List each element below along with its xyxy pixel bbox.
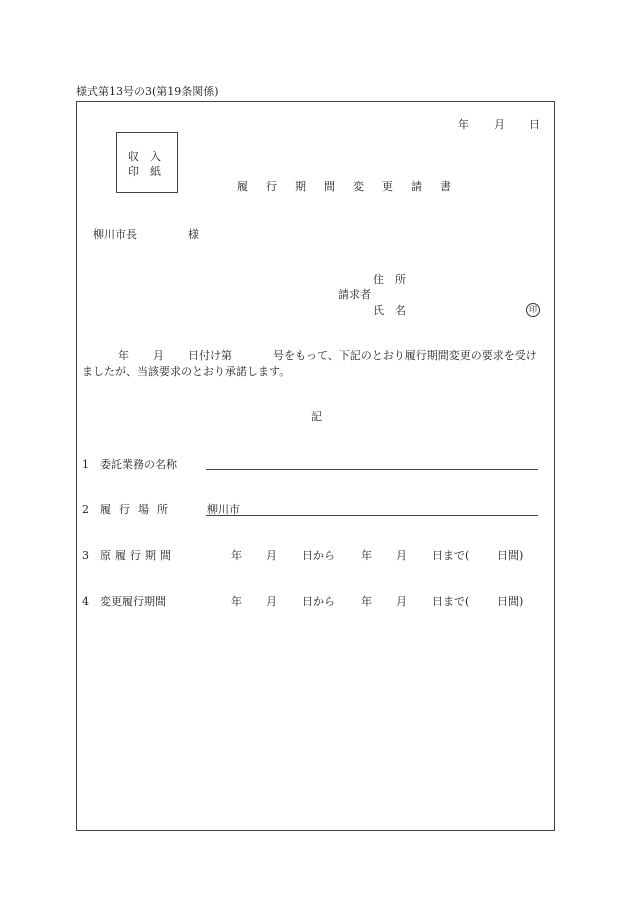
body-month: 月 bbox=[153, 349, 164, 362]
document-title: 履行期間変更請書 bbox=[237, 180, 469, 193]
body-year: 年 bbox=[118, 349, 129, 362]
requester-name-label: 氏 名 bbox=[373, 304, 406, 317]
ki-marker: 記 bbox=[311, 410, 322, 423]
addressee-honorific: 様 bbox=[188, 228, 199, 241]
body-day-dated: 日付け第 bbox=[188, 349, 232, 362]
item-2-underline bbox=[206, 515, 538, 516]
date-month-label: 月 bbox=[494, 118, 505, 131]
item-3-end-month: 月 bbox=[396, 549, 407, 562]
item-4-end-month: 月 bbox=[396, 595, 407, 608]
item-4-number: 4 bbox=[82, 595, 89, 608]
item-2-value: 柳川市 bbox=[207, 503, 240, 516]
requester-address-label: 住 所 bbox=[373, 273, 406, 286]
item-3-start-month: 月 bbox=[266, 549, 277, 562]
body-line2: ましたが、当該要求のとおり承諾します。 bbox=[82, 365, 291, 378]
item-3-start-day: 日から bbox=[302, 549, 335, 562]
date-year-label: 年 bbox=[458, 118, 469, 131]
item-2-number: 2 bbox=[82, 503, 89, 516]
item-3-label: 原履行期間 bbox=[100, 549, 175, 562]
body-line1-rest: 号をもって、下記のとおり履行期間変更の要求を受け bbox=[273, 349, 537, 362]
item-4-end-day: 日まで( bbox=[432, 595, 470, 608]
stamp-label-line1: 収 入 bbox=[128, 150, 161, 163]
seal-mark: 印 bbox=[526, 303, 540, 317]
item-2-label: 履行場所 bbox=[100, 503, 176, 516]
item-4-start-month: 月 bbox=[266, 595, 277, 608]
item-4-start-day: 日から bbox=[302, 595, 335, 608]
item-3-end-day: 日まで( bbox=[432, 549, 470, 562]
item-4-label: 変更履行期間 bbox=[100, 595, 166, 608]
item-3-start-year: 年 bbox=[231, 549, 242, 562]
item-4-days: 日間) bbox=[497, 595, 524, 608]
requester-role-label: 請求者 bbox=[338, 288, 371, 301]
item-1-number: 1 bbox=[82, 458, 89, 471]
item-1-underline bbox=[206, 469, 538, 470]
form-number-label: 様式第13号の3(第19条関係) bbox=[76, 85, 219, 98]
addressee-name: 柳川市長 bbox=[93, 228, 137, 241]
item-1-label: 委託業務の名称 bbox=[100, 458, 177, 471]
item-4-start-year: 年 bbox=[231, 595, 242, 608]
item-3-end-year: 年 bbox=[361, 549, 372, 562]
stamp-label-line2: 印 紙 bbox=[128, 165, 161, 178]
item-3-number: 3 bbox=[82, 549, 89, 562]
date-day-label: 日 bbox=[529, 118, 540, 131]
item-4-end-year: 年 bbox=[361, 595, 372, 608]
item-3-days: 日間) bbox=[497, 549, 524, 562]
